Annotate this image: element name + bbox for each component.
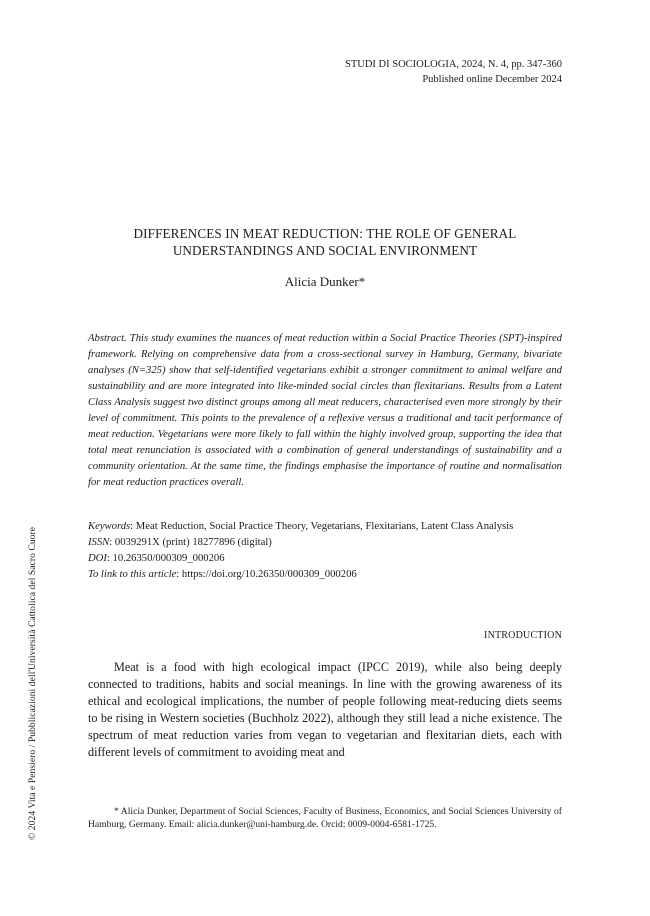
doi-value: 10.26350/000309_000206 [112, 552, 225, 564]
doi-label: DOI [88, 552, 107, 564]
section-heading: INTRODUCTION [484, 630, 562, 641]
copyright-side-text: © 2024 Vita e Pensiero / Pubblicazioni dell'Università Cattolica del Sacro Cuore [27, 526, 38, 840]
keywords-value: Meat Reduction, Social Practice Theory, Vegetarians, Flexitarians, Latent Class Analysis [135, 521, 514, 532]
author-name: Alicia Dunker* [284, 274, 366, 289]
journal-citation: STUDI DI SOCIOLOGIA, 2024, N. 4, pp. 347-360 [345, 59, 562, 70]
link-label: To link to this article [88, 568, 177, 580]
publication-date: Published online December 2024 [422, 74, 562, 85]
author-footnote: * Alicia Dunker, Department of Social Sciences, Faculty of Business, Economics, and Social Sciences University of Hamburg, Germany. Email: alicia.dunker@uni-hamburg.de. Orcid: 0009-0004-6581-1725. [88, 806, 562, 831]
issn-value: 0039291X (print) 18277896 (digital) [114, 536, 272, 548]
title-line-1: DIFFERENCES IN MEAT REDUCTION: THE ROLE OF GENERAL [133, 226, 517, 241]
title-line-2: UNDERSTANDINGS AND SOCIAL ENVIRONMENT [172, 243, 478, 258]
article-metadata [88, 519, 562, 583]
issn-row: ISSN: 0039291X (print) 18277896 (digital) [88, 536, 272, 548]
keywords-label: Keywords [88, 521, 131, 532]
link-row: To link to this article: https://doi.org/10.26350/000309_000206 [88, 568, 357, 580]
article-link[interactable]: https://doi.org/10.26350/000309_000206 [181, 568, 357, 580]
abstract-text: Abstract. This study examines the nuances of meat reduction within a Social Practice Theories (SPT)-inspired framework. Relying on comprehensive data from a cross-sectional survey in Hamburg, Germany, bivariate analyses (N=325) show that self-identified vegetarians exhibit a stronger commitment to animal welfare and sustainability and are more integrated into like-minded social circles than flexitarians. Results from a Latent Class Analysis suggest two distinct groups among all meat reducers, characterised even more strongly by their level of commitment. This points to the prevalence of a reflexive versus a traditional and tacit performance of meat reduction. Vegetarians were more likely to fall within the highly involved group, supporting the idea that total meat renunciation is associated with a combination of general understandings of sustainability and a community orientation. At the same time, the findings emphasise the importance of routine and normalisation for meat reduction practices overall. [88, 333, 562, 488]
journal-header [345, 57, 562, 87]
intro-paragraph: Meat is a food with high ecological impact (IPCC 2019), while also being deeply connected to traditions, habits and social meanings. In line with the growing awareness of its ethical and ecological implications, the number of people following meat-reducing diets seems to be rising in Western societies (Buchholz 2022), although they still lead a niche existence. The spectrum of meat reduction varies from vegan to vegetarian and flexitarian diets, each with different levels of commitment to avoiding meat and [88, 660, 562, 760]
keywords-row: Keywords: Meat Reduction, Social Practice Theory, Vegetarians, Flexitarians, Latent Class Analysis [88, 521, 514, 532]
issn-label: ISSN [88, 536, 110, 548]
doi-row: DOI: 10.26350/000309_000206 [88, 552, 225, 564]
article-title [88, 225, 562, 259]
